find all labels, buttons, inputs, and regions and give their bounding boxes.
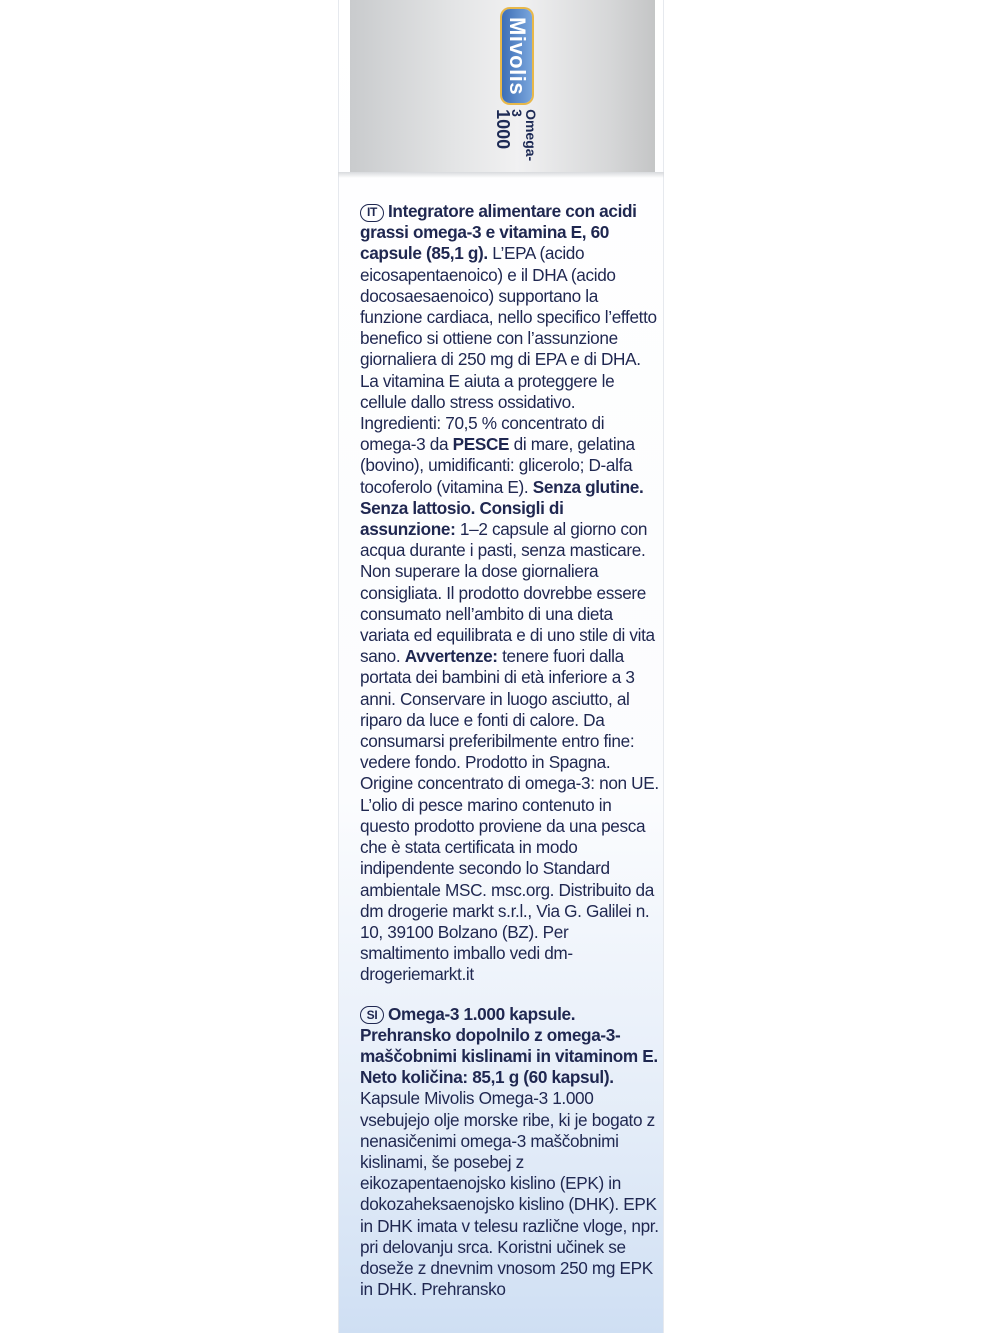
flap-shadow (338, 172, 664, 178)
it-avvertenze: Avvertenze: (404, 646, 498, 667)
product-number: 1000 (493, 109, 513, 150)
brand-logo (462, 16, 572, 162)
it-text-1: L’EPA (acido eicosapentaenoico) e il DHA (acido docosaesaenoico) supportano la funzione cardiaca, nello specifico l’effetto benefico si ottiene con l’assunzione giornaliera di 250 mg di EPA e di DHA. La vitamina E aiuta a proteggere le cellule dallo stress ossidativo. Ingredienti: 70,5 % concentrato di omega-3 da (360, 243, 657, 455)
it-text-2: di mare, gelatina (bovino), umidificanti: glicerolo; D-alfa tocoferolo (vitamina E). (360, 434, 635, 497)
it-heading: Integratore alimentare con acidi grassi omega-3 e vitamina E, 60 capsule (85,1 g). (360, 201, 637, 264)
it-text-4: tenere fuori dalla portata dei bambini di età inferiore a 3 anni. Conservare in luogo asciutto, al riparo da luce e fonti di calore. Da consumarsi preferibilmente entro fine: vedere fondo. Prodotto in Spagna. Origine concentrato di omega-3: non UE. L’olio di pesce marino contenuto in questo prodotto proviene da una pesca che è stata certificata in modo indipendente secondo lo Standard ambientale MSC. msc.org. Distribuito da dm drogerie markt s.r.l., Via G. Galilei n. 10, 39100 Bolzano (BZ). Per smaltimento imballo vedi dm-drogeriemarkt.it (360, 646, 659, 985)
label-text (360, 201, 660, 1300)
lang-badge-it: IT (360, 204, 384, 222)
it-senza: Senza glutine. Senza lattosio. Consigli di assunzione: (360, 476, 644, 540)
si-heading: Omega-3 1.000 kapsule. Prehransko dopolnilo z omega-3-maščobnimi kislinami in vitaminom E. Neto količina: 85,1 g (60 kapsul). (360, 1003, 658, 1088)
product-name-text: Omega-3 (509, 109, 539, 162)
it-allergen-pesce: PESCE (452, 434, 510, 455)
brand-badge: Mivolis (502, 9, 532, 103)
si-text-1: Kapsule Mivolis Omega-3 1.000 vsebujejo olje morske ribe, ki je bogato z nenasičenimi omega-3 maščobnimi kislinami, še posebej z eikozapentaenojsko kislino (EPK) in dokozaheksaenojsko kislino (DHK). EPK in DHK imata v telesu različne vloge, npr. pri delovanju srca. Koristni učinek se doseže z dnevnim vnosom 250 mg EPK in DHK. Prehransko (360, 1088, 659, 1300)
lang-badge-si: SI (360, 1006, 384, 1024)
slovenian-section (360, 1004, 660, 1301)
section-gap (360, 986, 660, 1004)
italian-section (360, 201, 660, 986)
product-name (493, 109, 539, 162)
it-text-3: 1–2 capsule al giorno con acqua durante i pasti, senza masticare. Non superare la dose giornaliera consigliata. Il prodotto dovrebbe essere consumato nell’ambito di una dieta variata ed equilibrata e di uno stile di vita sano. (360, 519, 655, 667)
